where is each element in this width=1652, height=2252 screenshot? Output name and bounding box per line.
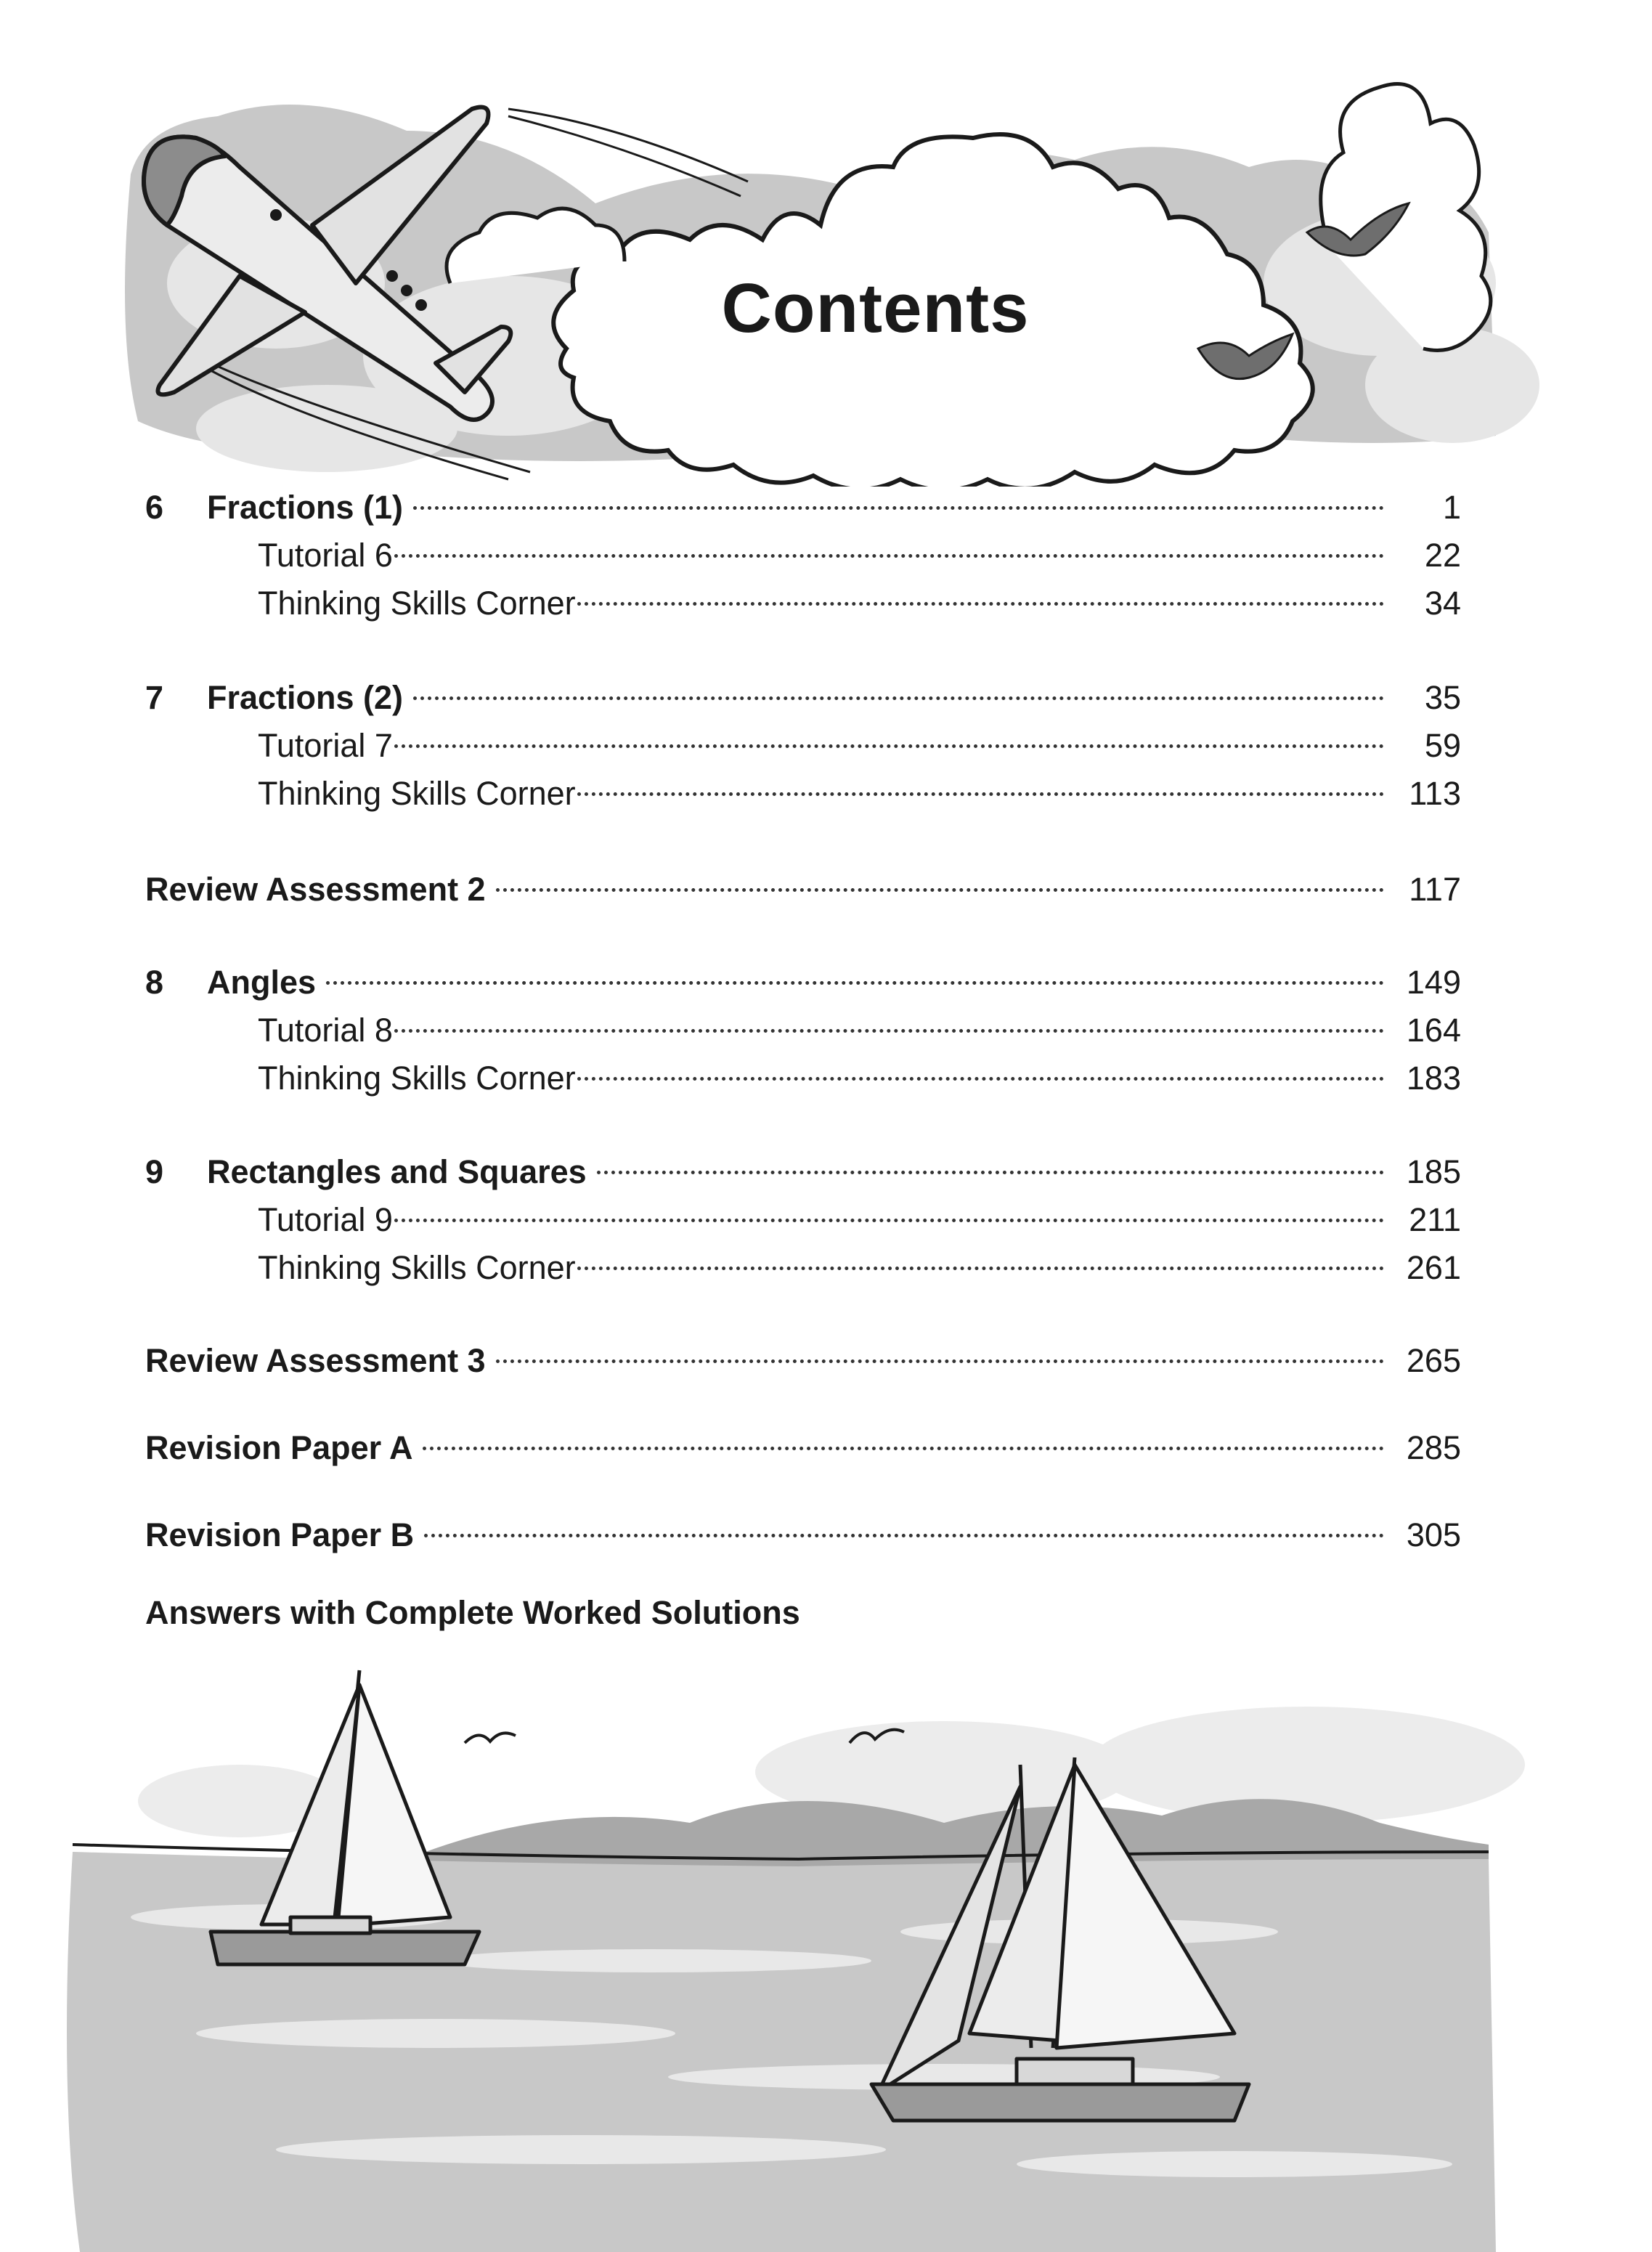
page-number: 59 [1424, 727, 1461, 764]
toc-entry-thinking-skills-9[interactable] [145, 1238, 1461, 1286]
chapter-number: 9 [145, 1153, 164, 1190]
dot-leader [394, 716, 1384, 757]
entry-label: Answers with Complete Worked Solutions [145, 1594, 800, 1631]
dot-leader [496, 1331, 1384, 1372]
entry-label: Tutorial 6 [258, 537, 393, 574]
entry-label: Review Assessment 3 [145, 1342, 486, 1379]
entry-label: Tutorial 8 [258, 1012, 393, 1049]
page-number: 285 [1406, 1429, 1461, 1466]
dot-leader [496, 860, 1384, 901]
chapter-number: 6 [145, 489, 164, 526]
chapter-number: 7 [145, 679, 164, 716]
dot-leader [577, 1049, 1384, 1089]
dot-leader [577, 1238, 1384, 1279]
header-illustration [0, 44, 1652, 487]
page-number: 183 [1406, 1060, 1461, 1097]
dot-leader [424, 1505, 1384, 1546]
toc-entry-tutorial-7[interactable] [145, 716, 1461, 764]
page-number: 35 [1424, 679, 1461, 716]
dot-leader [413, 668, 1384, 709]
dot-leader [394, 526, 1384, 566]
toc-entry-review-assessment-3[interactable] [145, 1331, 1461, 1379]
page-number: 1 [1442, 489, 1461, 526]
entry-label: Fractions (2) [207, 679, 404, 716]
toc-entry-revision-paper-b[interactable] [145, 1505, 1461, 1553]
page-number: 117 [1409, 871, 1461, 908]
dot-leader [577, 764, 1384, 805]
toc-entry-chapter-7[interactable] [145, 668, 1461, 716]
toc-entry-chapter-9[interactable] [145, 1142, 1461, 1190]
dot-leader [423, 1418, 1384, 1459]
entry-label: Thinking Skills Corner [258, 1060, 576, 1097]
dot-leader [597, 1142, 1384, 1183]
entry-label: Revision Paper A [145, 1429, 413, 1466]
toc-entry-chapter-6[interactable] [145, 478, 1461, 526]
entry-label: Rectangles and Squares [207, 1153, 587, 1190]
dot-leader [394, 1190, 1384, 1231]
toc-entry-tutorial-6[interactable] [145, 526, 1461, 574]
toc-entry-thinking-skills-7[interactable] [145, 764, 1461, 812]
entry-label: Tutorial 7 [258, 727, 393, 764]
toc-entry-thinking-skills-6[interactable] [145, 574, 1461, 622]
footer-illustration [0, 1656, 1652, 2252]
entry-label: Thinking Skills Corner [258, 1249, 576, 1286]
page-number: 164 [1406, 1012, 1461, 1049]
toc-entry-thinking-skills-8[interactable] [145, 1049, 1461, 1097]
toc-entry-review-assessment-2[interactable] [145, 860, 1461, 908]
dot-leader [394, 1001, 1384, 1041]
toc-entry-tutorial-9[interactable] [145, 1190, 1461, 1238]
toc-entry-tutorial-8[interactable] [145, 1001, 1461, 1049]
page-number: 22 [1424, 537, 1461, 574]
entry-label: Thinking Skills Corner [258, 585, 576, 622]
page-number: 211 [1409, 1201, 1461, 1238]
page-number: 149 [1406, 964, 1461, 1001]
page-title: Contents [721, 269, 1030, 347]
entry-label: Thinking Skills Corner [258, 775, 576, 812]
page-number: 265 [1406, 1342, 1461, 1379]
page-number: 185 [1406, 1153, 1461, 1190]
toc-entry-answers[interactable] [145, 1593, 1461, 1633]
entry-label: Angles [207, 964, 317, 1001]
page-number: 261 [1406, 1249, 1461, 1286]
toc-entry-revision-paper-a[interactable] [145, 1418, 1461, 1466]
dot-leader [577, 574, 1384, 614]
entry-label: Revision Paper B [145, 1516, 415, 1553]
entry-label: Review Assessment 2 [145, 871, 486, 908]
dot-leader [413, 478, 1384, 519]
dot-leader [326, 953, 1384, 993]
page-number: 113 [1409, 775, 1461, 812]
entry-label: Tutorial 9 [258, 1201, 393, 1238]
toc-entry-chapter-8[interactable] [145, 953, 1461, 1001]
entry-label: Fractions (1) [207, 489, 404, 526]
chapter-number: 8 [145, 964, 164, 1001]
page-number: 305 [1406, 1516, 1461, 1553]
page-number: 34 [1424, 585, 1461, 622]
